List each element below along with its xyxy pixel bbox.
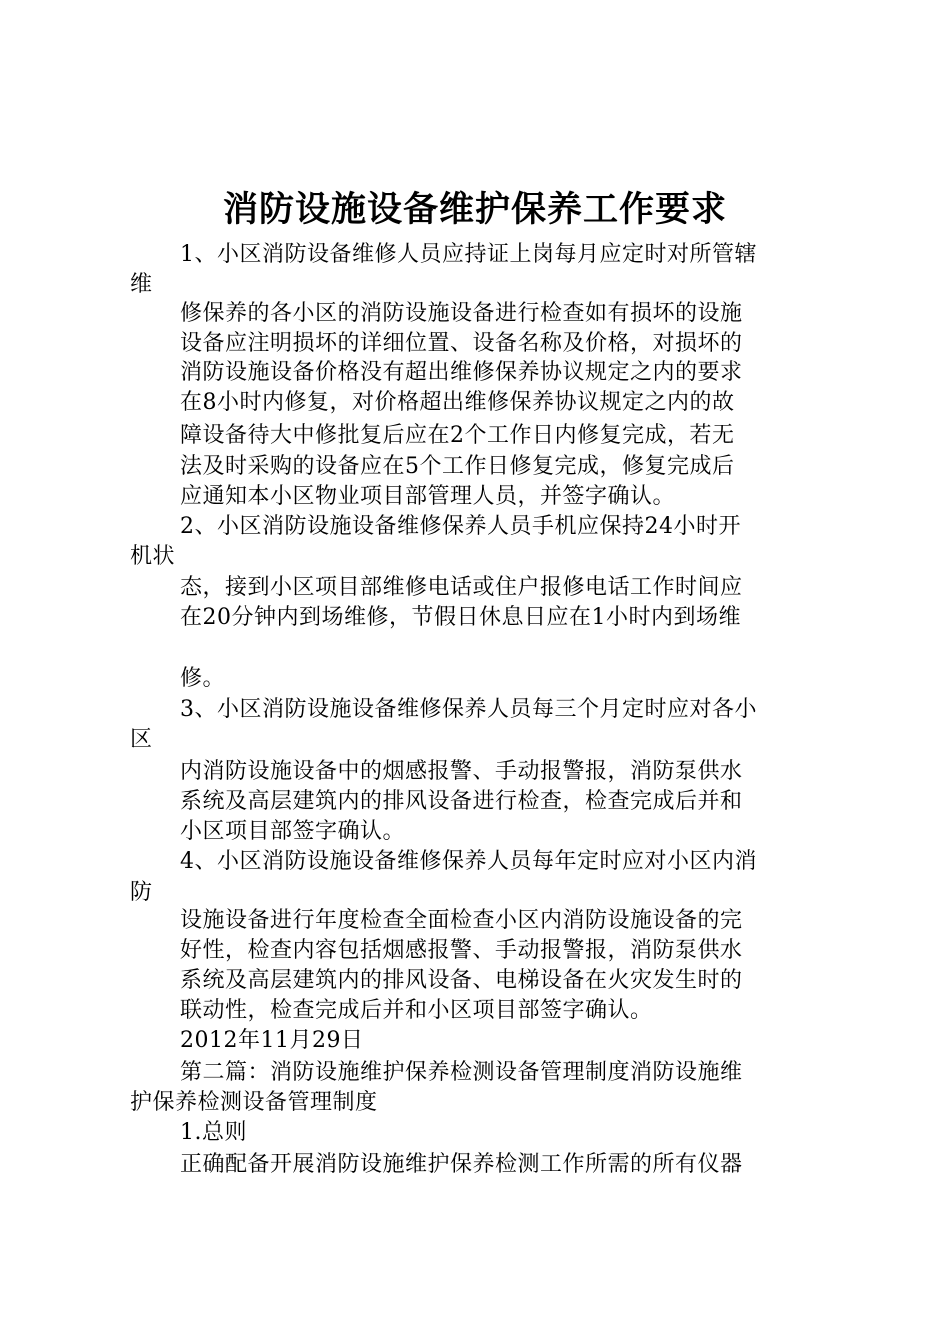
paragraph-1-line: 法及时采购的设备应在5个工作日修复完成，修复完成后 <box>180 454 735 479</box>
paragraph-1-line: 修保养的各小区的消防设施设备进行检查如有损坏的设施 <box>180 301 743 326</box>
paragraph-4-line: 4、小区消防设施设备维修保养人员每年定时应对小区内消 <box>180 849 757 874</box>
paragraph-4-line: 防 <box>130 880 153 905</box>
section-heading-line: 第二篇：消防设施维护保养检测设备管理制度消防设施维 <box>180 1060 743 1085</box>
paragraph-4-line: 系统及高层建筑内的排风设备、电梯设备在火灾发生时的 <box>180 968 743 993</box>
paragraph-3-line: 区 <box>130 727 153 752</box>
paragraph-2-line: 2、小区消防设施设备维修保养人员手机应保持24小时开 <box>180 514 741 539</box>
paragraph-4-line: 设施设备进行年度检查全面检查小区内消防设施设备的完 <box>180 908 743 933</box>
paragraph-3-line: 3、小区消防设施设备维修保养人员每三个月定时应对各小 <box>180 697 757 722</box>
paragraph-3-line: 系统及高层建筑内的排风设备进行检查，检查完成后并和 <box>180 789 743 814</box>
date-line: 2012年11月29日 <box>180 1028 364 1053</box>
paragraph-2-line: 机状 <box>130 544 176 569</box>
paragraph-1-line: 设备应注明损坏的详细位置、设备名称及价格，对损坏的 <box>180 331 743 356</box>
paragraph-1-line: 维 <box>130 272 153 297</box>
paragraph-3-line: 内消防设施设备中的烟感报警、手动报警报，消防泵供水 <box>180 759 743 784</box>
paragraph-3-line: 小区项目部签字确认。 <box>180 819 406 844</box>
paragraph-1-line: 在8小时内修复，对价格超出维修保养协议规定之内的故 <box>180 390 735 415</box>
paragraph-2-line: 态，接到小区项目部维修电话或住户报修电话工作时间应 <box>180 575 743 600</box>
section-heading-line: 护保养检测设备管理制度 <box>130 1090 378 1115</box>
paragraph-2-line: 修。 <box>180 666 226 691</box>
subsection-heading: 1.总则 <box>180 1120 247 1145</box>
paragraph-4-line: 好性，检查内容包括烟感报警、手动报警报，消防泵供水 <box>180 938 743 963</box>
paragraph-2-line: 在20分钟内到场维修，节假日休息日应在1小时内到场维 <box>180 605 741 630</box>
paragraph-1-line: 1、小区消防设备维修人员应持证上岗每月应定时对所管辖 <box>180 242 757 267</box>
paragraph-1-line: 消防设施设备价格没有超出维修保养协议规定之内的要求 <box>180 360 743 385</box>
paragraph-1-line: 应通知本小区物业项目部管理人员，并签字确认。 <box>180 484 676 509</box>
document-title: 消防设施设备维护保养工作要求 <box>222 189 727 230</box>
paragraph-4-line: 联动性，检查完成后并和小区项目部签字确认。 <box>180 998 653 1023</box>
paragraph-5-line: 正确配备开展消防设施维护保养检测工作所需的所有仪器 <box>180 1152 743 1177</box>
paragraph-1-line: 障设备待大中修批复后应在2个工作日内修复完成，若无 <box>180 423 735 448</box>
